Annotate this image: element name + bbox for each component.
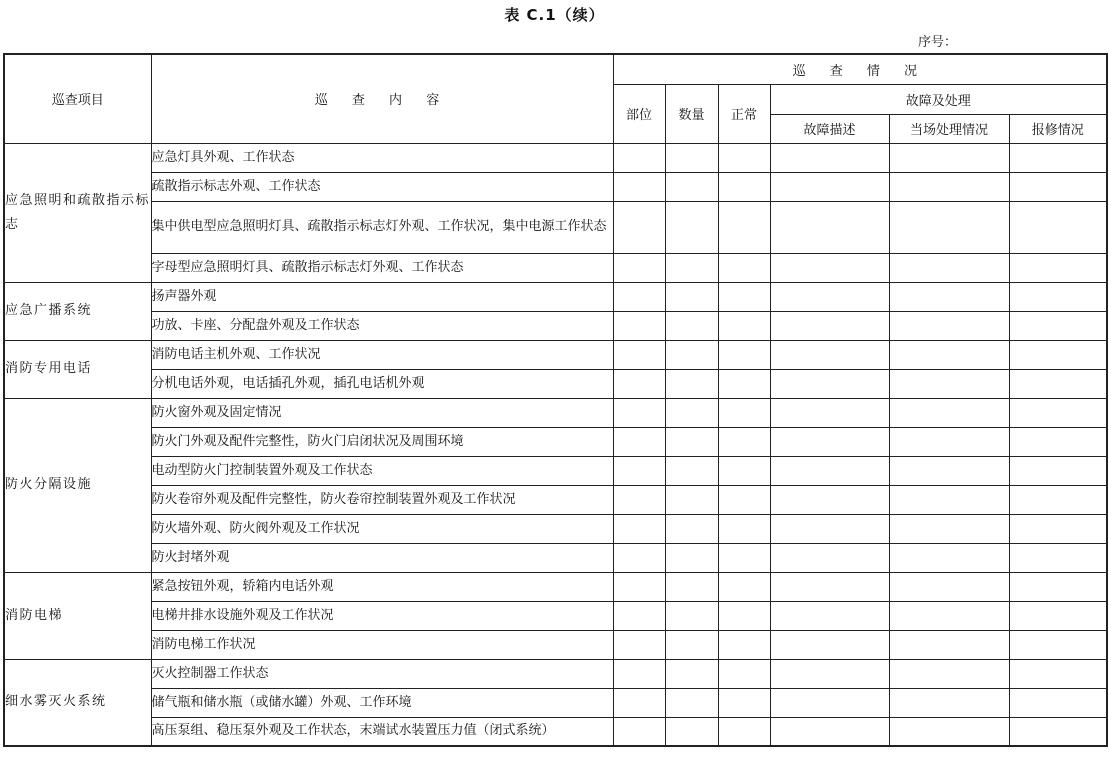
table-title: 表 C.1（续） (504, 6, 605, 24)
content-cell: 防火门外观及配件完整性，防火门启闭状况及周围环境 (151, 427, 613, 456)
fault-description-cell[interactable] (770, 688, 889, 717)
normal-cell[interactable] (718, 311, 770, 340)
repair-status-cell[interactable] (1009, 485, 1107, 514)
content-cell: 防火窗外观及固定情况 (151, 398, 613, 427)
content-cell: 储气瓶和储水瓶（或储水罐）外观、工作环境 (151, 688, 613, 717)
content-cell: 功放、卡座、分配盘外观及工作状态 (151, 311, 613, 340)
fault-description-cell[interactable] (770, 311, 889, 340)
repair-status-cell[interactable] (1009, 688, 1107, 717)
location-cell[interactable] (613, 427, 665, 456)
fault-description-cell[interactable] (770, 369, 889, 398)
quantity-cell[interactable] (665, 543, 718, 572)
table-row (4, 630, 1107, 659)
quantity-cell[interactable] (665, 398, 718, 427)
repair-status-cell[interactable] (1009, 253, 1107, 282)
fault-description-cell[interactable] (770, 340, 889, 369)
repair-status-cell[interactable] (1009, 282, 1107, 311)
fault-description-cell[interactable] (770, 659, 889, 688)
header-onsite-handling: 当场处理情况 (889, 114, 1009, 143)
table-row (4, 427, 1107, 456)
location-cell[interactable] (613, 143, 665, 172)
location-cell[interactable] (613, 659, 665, 688)
table-row (4, 717, 1107, 746)
location-cell[interactable] (613, 456, 665, 485)
location-cell[interactable] (613, 688, 665, 717)
onsite-handling-cell[interactable] (889, 717, 1009, 746)
category-cell: 消防电梯 (4, 572, 151, 659)
onsite-handling-cell[interactable] (889, 398, 1009, 427)
repair-status-cell[interactable] (1009, 659, 1107, 688)
header-location: 部位 (613, 84, 665, 143)
location-cell[interactable] (613, 601, 665, 630)
table-row (4, 601, 1107, 630)
table-row (4, 172, 1107, 201)
normal-cell[interactable] (718, 398, 770, 427)
table-row (4, 311, 1107, 340)
category-cell: 消防专用电话 (4, 340, 151, 398)
location-cell[interactable] (613, 201, 665, 253)
quantity-cell[interactable] (665, 630, 718, 659)
location-cell[interactable] (613, 543, 665, 572)
onsite-handling-cell[interactable] (889, 456, 1009, 485)
fault-description-cell[interactable] (770, 427, 889, 456)
repair-status-cell[interactable] (1009, 630, 1107, 659)
quantity-cell[interactable] (665, 485, 718, 514)
repair-status-cell[interactable] (1009, 201, 1107, 253)
header-repair-status: 报修情况 (1009, 114, 1107, 143)
content-cell: 紧急按钮外观，轿箱内电话外观 (151, 572, 613, 601)
normal-cell[interactable] (718, 514, 770, 543)
table-row (4, 369, 1107, 398)
quantity-cell[interactable] (665, 717, 718, 746)
content-cell: 消防电话主机外观、工作状况 (151, 340, 613, 369)
fault-description-cell[interactable] (770, 398, 889, 427)
quantity-cell[interactable] (665, 514, 718, 543)
repair-status-cell[interactable] (1009, 456, 1107, 485)
table-row (4, 514, 1107, 543)
table-row (4, 143, 1107, 172)
repair-status-cell[interactable] (1009, 398, 1107, 427)
table-row (4, 253, 1107, 282)
repair-status-cell[interactable] (1009, 340, 1107, 369)
quantity-cell[interactable] (665, 369, 718, 398)
location-cell[interactable] (613, 630, 665, 659)
onsite-handling-cell[interactable] (889, 282, 1009, 311)
serial-number-label: 序号： (918, 35, 958, 50)
header-quantity: 数量 (665, 84, 718, 143)
onsite-handling-cell[interactable] (889, 601, 1009, 630)
onsite-handling-cell[interactable] (889, 485, 1009, 514)
table-row (4, 572, 1107, 601)
quantity-cell[interactable] (665, 143, 718, 172)
normal-cell[interactable] (718, 630, 770, 659)
onsite-handling-cell[interactable] (889, 172, 1009, 201)
location-cell[interactable] (613, 253, 665, 282)
normal-cell[interactable] (718, 572, 770, 601)
table-row (4, 340, 1107, 369)
location-cell[interactable] (613, 717, 665, 746)
normal-cell[interactable] (718, 282, 770, 311)
onsite-handling-cell[interactable] (889, 688, 1009, 717)
quantity-cell[interactable] (665, 201, 718, 253)
normal-cell[interactable] (718, 688, 770, 717)
fault-description-cell[interactable] (770, 282, 889, 311)
quantity-cell[interactable] (665, 311, 718, 340)
content-cell: 防火封堵外观 (151, 543, 613, 572)
repair-status-cell[interactable] (1009, 369, 1107, 398)
content-cell: 扬声器外观 (151, 282, 613, 311)
normal-cell[interactable] (718, 543, 770, 572)
fault-description-cell[interactable] (770, 143, 889, 172)
quantity-cell[interactable] (665, 688, 718, 717)
location-cell[interactable] (613, 514, 665, 543)
onsite-handling-cell[interactable] (889, 572, 1009, 601)
table-row (4, 456, 1107, 485)
normal-cell[interactable] (718, 253, 770, 282)
location-cell[interactable] (613, 311, 665, 340)
normal-cell[interactable] (718, 659, 770, 688)
category-cell: 细水雾灭火系统 (4, 659, 151, 746)
onsite-handling-cell[interactable] (889, 427, 1009, 456)
fault-description-cell[interactable] (770, 201, 889, 253)
location-cell[interactable] (613, 172, 665, 201)
quantity-cell[interactable] (665, 253, 718, 282)
repair-status-cell[interactable] (1009, 572, 1107, 601)
repair-status-cell[interactable] (1009, 543, 1107, 572)
content-cell: 电动型防火门控制装置外观及工作状态 (151, 456, 613, 485)
table-row (4, 201, 1107, 253)
onsite-handling-cell[interactable] (889, 340, 1009, 369)
repair-status-cell[interactable] (1009, 427, 1107, 456)
fault-description-cell[interactable] (770, 514, 889, 543)
onsite-handling-cell[interactable] (889, 543, 1009, 572)
normal-cell[interactable] (718, 143, 770, 172)
quantity-cell[interactable] (665, 601, 718, 630)
onsite-handling-cell[interactable] (889, 659, 1009, 688)
fault-description-cell[interactable] (770, 456, 889, 485)
fault-description-cell[interactable] (770, 572, 889, 601)
onsite-handling-cell[interactable] (889, 143, 1009, 172)
normal-cell[interactable] (718, 369, 770, 398)
repair-status-cell[interactable] (1009, 143, 1107, 172)
content-cell: 应急灯具外观、工作状态 (151, 143, 613, 172)
repair-status-cell[interactable] (1009, 172, 1107, 201)
category-cell: 应急照明和疏散指示标志 (4, 143, 151, 282)
quantity-cell[interactable] (665, 172, 718, 201)
header-inspection-content: 巡 查 内 容 (151, 54, 613, 143)
location-cell[interactable] (613, 398, 665, 427)
category-cell: 防火分隔设施 (4, 398, 151, 572)
content-cell: 灭火控制器工作状态 (151, 659, 613, 688)
normal-cell[interactable] (718, 601, 770, 630)
normal-cell[interactable] (718, 201, 770, 253)
content-cell: 高压泵组、稳压泵外观及工作状态，末端试水装置压力值（闭式系统） (151, 717, 613, 746)
quantity-cell[interactable] (665, 282, 718, 311)
quantity-cell[interactable] (665, 456, 718, 485)
fault-description-cell[interactable] (770, 543, 889, 572)
table-row (4, 398, 1107, 427)
location-cell[interactable] (613, 485, 665, 514)
table-row (4, 282, 1107, 311)
table-row (4, 659, 1107, 688)
quantity-cell[interactable] (665, 659, 718, 688)
onsite-handling-cell[interactable] (889, 201, 1009, 253)
normal-cell[interactable] (718, 340, 770, 369)
table-row (4, 485, 1107, 514)
fault-description-cell[interactable] (770, 253, 889, 282)
normal-cell[interactable] (718, 427, 770, 456)
fault-description-cell[interactable] (770, 717, 889, 746)
content-cell: 电梯井排水设施外观及工作状况 (151, 601, 613, 630)
onsite-handling-cell[interactable] (889, 253, 1009, 282)
quantity-cell[interactable] (665, 572, 718, 601)
header-fault-description: 故障描述 (770, 114, 889, 143)
onsite-handling-cell[interactable] (889, 630, 1009, 659)
category-cell: 应急广播系统 (4, 282, 151, 340)
normal-cell[interactable] (718, 172, 770, 201)
location-cell[interactable] (613, 369, 665, 398)
quantity-cell[interactable] (665, 340, 718, 369)
quantity-cell[interactable] (665, 427, 718, 456)
repair-status-cell[interactable] (1009, 311, 1107, 340)
repair-status-cell[interactable] (1009, 601, 1107, 630)
repair-status-cell[interactable] (1009, 717, 1107, 746)
onsite-handling-cell[interactable] (889, 514, 1009, 543)
normal-cell[interactable] (718, 485, 770, 514)
fault-description-cell[interactable] (770, 485, 889, 514)
fault-description-cell[interactable] (770, 601, 889, 630)
fault-description-cell[interactable] (770, 172, 889, 201)
table-row (4, 688, 1107, 717)
content-cell: 防火卷帘外观及配件完整性，防火卷帘控制装置外观及工作状况 (151, 485, 613, 514)
content-cell: 字母型应急照明灯具、疏散指示标志灯外观、工作状态 (151, 253, 613, 282)
header-normal: 正常 (718, 84, 770, 143)
location-cell[interactable] (613, 572, 665, 601)
header-inspection-status: 巡 查 情 况 (613, 54, 1107, 84)
content-cell: 消防电梯工作状况 (151, 630, 613, 659)
onsite-handling-cell[interactable] (889, 311, 1009, 340)
repair-status-cell[interactable] (1009, 514, 1107, 543)
location-cell[interactable] (613, 282, 665, 311)
normal-cell[interactable] (718, 456, 770, 485)
content-cell: 分机电话外观，电话插孔外观，插孔电话机外观 (151, 369, 613, 398)
onsite-handling-cell[interactable] (889, 369, 1009, 398)
inspection-table (3, 53, 1108, 747)
content-cell: 集中供电型应急照明灯具、疏散指示标志灯外观、工作状况，集中电源工作状态 (151, 201, 613, 253)
content-cell: 疏散指示标志外观、工作状态 (151, 172, 613, 201)
fault-description-cell[interactable] (770, 630, 889, 659)
normal-cell[interactable] (718, 717, 770, 746)
header-fault-handling: 故障及处理 (770, 84, 1107, 114)
location-cell[interactable] (613, 340, 665, 369)
table-row (4, 543, 1107, 572)
header-inspection-item: 巡查项目 (4, 54, 151, 143)
content-cell: 防火墙外观、防火阀外观及工作状况 (151, 514, 613, 543)
